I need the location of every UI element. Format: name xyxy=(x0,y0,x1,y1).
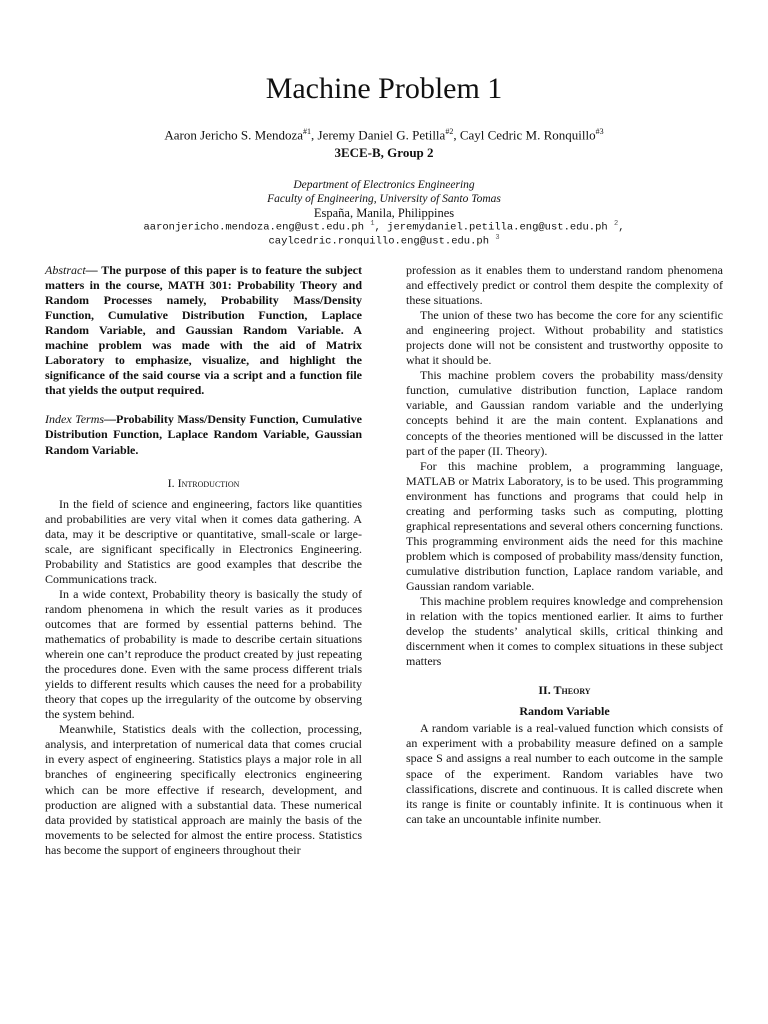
author-line xyxy=(0,127,768,143)
email-2-marker: 2 xyxy=(614,220,619,228)
author-2-marker: #2 xyxy=(445,127,454,136)
author-separator: , xyxy=(311,127,318,143)
index-terms-label: Index Terms xyxy=(45,412,105,427)
location: España, Manila, Philippines xyxy=(313,206,455,220)
section-heading-theory xyxy=(406,683,723,698)
intro-continuation: profession as it enables them to understand random phenomena and effectively predict or control them despite the complexity of these situations. xyxy=(406,263,723,308)
abstract-text: The purpose of this paper is to feature the subject matters in the course, MATH 301: Probability Theory and Random Processes namely, Probability Mass/Density Function, Cumulative Distribution Function, Laplace Random Variable, and Gaussian Random Variable. A machine problem was made with the aid of Matrix Laboratory to emphasize, visualize, and highlight the significance of the said course via a script and a function file that yields the output required. xyxy=(45,263,362,398)
department: Department of Electronics Engineering xyxy=(293,179,475,191)
index-terms-dash: — xyxy=(104,412,117,427)
intro-paragraph-3: Meanwhile, Statistics deals with the collection, processing, analysis, and interpretation of numerical data that comes crucial in every aspect of engineering. Statistics plays a major role in all branches of engineering specifically electronics engineering which can be more effective if research, development, and production are aligned with a substantial data. These numerical data provided by statistical approach are mainly the basis of the movements to be selected for almost the entire process. Statistics has become the support of engineers throughout their xyxy=(45,722,362,857)
author-3-marker: #3 xyxy=(595,127,604,136)
author-3: Cayl Cedric M. Ronquillo xyxy=(459,127,596,143)
intro-paragraph-4: The union of these two has become the core for any scientific and engineering project. Without probability and statistics projects done will not be consistent and trustworthy opposite to what it should be. xyxy=(406,308,723,368)
index-terms xyxy=(45,412,362,457)
section-title-rest: heory xyxy=(561,683,591,698)
paper-title: Machine Problem 1 xyxy=(265,72,503,105)
email-line-1 xyxy=(0,220,768,234)
subheading-random-variable: Random Variable xyxy=(519,704,610,719)
author-1: Aaron Jericho S. Mendoza xyxy=(164,127,304,143)
section-first-letter: I xyxy=(177,475,182,490)
email-2[interactable]: jeremydaniel.petilla.eng@ust.edu.ph xyxy=(387,221,608,234)
section-heading-introduction xyxy=(45,476,362,491)
abstract-dash: — xyxy=(85,263,102,277)
left-column xyxy=(45,263,362,858)
group-label: 3ECE-B, Group 2 xyxy=(334,145,434,160)
email-line-2 xyxy=(0,234,768,248)
email-1-marker: 1 xyxy=(370,220,375,228)
intro-paragraph-5: This machine problem covers the probability mass/density function, cumulative distribution function, Laplace random variable, and Gaussian random variable and the underlying concepts behind it are the main content. Explanations and concepts of the theories mentioned will be discussed in the latter part of the paper (II. Theory). xyxy=(406,368,723,458)
intro-paragraph-7: This machine problem requires knowledge and comprehension in relation with the topics mentioned earlier. It aims to further develop the students’ analytical skills, critical thinking and discernment when it comes to complex situations in these subject matters xyxy=(406,594,723,669)
email-3[interactable]: caylcedric.ronquillo.eng@ust.edu.ph xyxy=(268,235,490,248)
section-number: I. xyxy=(167,475,178,490)
intro-paragraph-2: In a wide context, Probability theory is basically the study of random phenomena in which the result varies as it produces outcomes that are formed by essential patterns behind. The mathematics of probability is made to describe certain situations wherein one can’t reproduce the product created by just repeating the procedures done. Even with the same process different trials yields to different results which causes the need for a probability theory that copes up the irregularity of the outcome by observing the system behind. xyxy=(45,586,362,722)
section-first-letter: T xyxy=(553,683,562,698)
abstract xyxy=(45,263,362,398)
author-2: Jeremy Daniel G. Petilla xyxy=(317,127,446,143)
abstract-label: Abstract xyxy=(45,263,86,277)
email-3-marker: 3 xyxy=(495,234,500,242)
section-title-rest: ntroduction xyxy=(181,475,240,490)
email-1[interactable]: aaronjericho.mendoza.eng@ust.edu.ph xyxy=(143,221,365,234)
theory-paragraph-1: A random variable is a real-valued function which consists of an experiment with a probability measure defined on a sample space S and assigns a real number to each outcome in the sample space of the experiment. Random variables have two classifications, discrete and continuous. It is called discrete when its range is finite or countably infinite. It is continuous when it can take an uncountable infinite number. xyxy=(406,721,723,826)
index-terms-text: Probability Mass/Density Function, Cumulative Distribution Function, Laplace Random Variable, Gaussian Random Variable. xyxy=(45,412,362,457)
intro-paragraph-1: In the field of science and engineering, factors like quantities and probabilities are very vital when it comes data gathering. A data, may it be descriptive or quantitative, small-scale or large-scale, are significant specifically in Electronics Engineering. Probability and Statistics are good examples that describe the Communications track. xyxy=(45,496,362,586)
right-column xyxy=(406,263,723,827)
author-separator: , xyxy=(453,127,460,143)
faculty: Faculty of Engineering, University of Santo Tomas xyxy=(267,193,501,205)
intro-paragraph-6: For this machine problem, a programming language, MATLAB or Matrix Laboratory, is to be used. This programming environment has functions and programs that could help in creating and performing tasks such as computing, plotting graphical representations and several others concerning functions. This programming environment aids the need for this machine problem which is composed of probability mass/density function, cumulative distribution function, Laplace random variable, and Gaussian random variable. xyxy=(406,458,723,593)
section-number: II. xyxy=(538,683,554,698)
email-separator: , xyxy=(618,221,625,234)
author-1-marker: #1 xyxy=(303,127,312,136)
section-gap xyxy=(406,669,723,683)
email-separator: , xyxy=(374,221,388,234)
